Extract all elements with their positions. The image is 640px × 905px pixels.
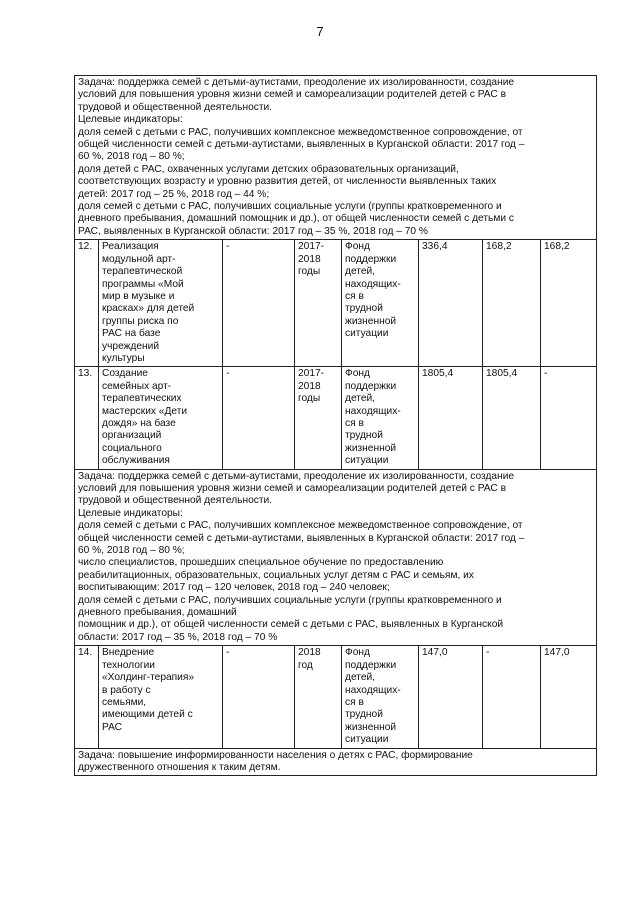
task-line: 60 %, 2018 год – 80 %; — [78, 545, 185, 557]
task-line: Задача: поддержка семей с детьми-аутистами, преодоление их изолированности, создание — [78, 470, 515, 482]
executor-cell: - — [223, 367, 295, 469]
task-line: доля семей с детьми с РАС, получивших социальные услуги (группы кратковременного и — [78, 201, 502, 213]
task-line: доля семей с детьми с РАС, получивших социальные услуги (группы кратковременного и — [78, 594, 502, 606]
funding-2018: 147,0 — [541, 646, 597, 748]
funding-total: 1805,4 — [419, 367, 483, 469]
row-number: 12. — [75, 240, 99, 367]
period-cell: 2017- 2018 годы — [295, 240, 342, 367]
table-row — [75, 240, 597, 367]
task-line: помощник и др.), от общей численности семей с детьми с РАС, выявленных в Курганской — [78, 619, 504, 631]
task-line: доля семей с детьми с РАС, получивших комплексное межведомственное сопровождение, от — [78, 520, 523, 532]
row-number: 14. — [75, 646, 99, 748]
period-cell: 2018 год — [295, 646, 342, 748]
task-line: число специалистов, прошедших специальное обучение по предоставлению — [78, 557, 444, 569]
task-line: Задача: повышение информированности населения о детях с РАС, формирование — [78, 749, 473, 761]
funding-total: 336,4 — [419, 240, 483, 367]
task-row — [75, 748, 597, 776]
task-line: 60 %, 2018 год – 80 %; — [78, 151, 185, 163]
activity-name: Создание семейных арт- терапевтических мастерских «Дети дождя» на базе организаций социального обслуживания — [99, 367, 223, 469]
funding-2018: 168,2 — [541, 240, 597, 367]
task-block — [75, 76, 597, 240]
task-row — [75, 76, 597, 240]
funding-2017: 1805,4 — [483, 367, 541, 469]
executor-cell: - — [223, 646, 295, 748]
task-line: области: 2017 год – 35 %, 2018 год – 70 % — [78, 631, 278, 643]
task-line: условий для повышения уровня жизни семей и самореализации родителей детей с РАС в — [78, 89, 506, 101]
task-line: Целевые индикаторы: — [78, 114, 183, 126]
funding-source: Фонд поддержки детей, находящих- ся в трудной жизненной ситуации — [342, 240, 419, 367]
table-row — [75, 367, 597, 469]
task-line: дневного пребывания, домашний помощник и др.), от общей численности семей с детьми с — [78, 213, 514, 225]
task-row — [75, 469, 597, 646]
page-number: 7 — [316, 24, 324, 39]
executor-cell: - — [223, 240, 295, 367]
activity-name: Реализация модульной арт- терапевтической программы «Мой мир в музыке и красках» для детей группы риска по РАС на базе учреждений культуры — [99, 240, 223, 367]
task-line: воспитывающим: 2017 год – 120 человек, 2018 год – 240 человек; — [78, 582, 390, 594]
funding-2018: - — [541, 367, 597, 469]
task-line: общей численности семей с детьми-аутистами, выявленных в Курганской области: 2017 год – — [78, 139, 525, 151]
funding-2017: - — [483, 646, 541, 748]
task-line: Задача: поддержка семей с детьми-аутистами, преодоление их изолированности, создание — [78, 77, 515, 88]
task-line: детей: 2017 год – 25 %, 2018 год – 44 %; — [78, 188, 270, 200]
row-number: 13. — [75, 367, 99, 469]
task-line: условий для повышения уровня жизни семей и самореализации родителей детей с РАС в — [78, 483, 506, 494]
task-line: трудовой и общественной деятельности. — [78, 101, 273, 113]
task-block — [75, 469, 597, 646]
funding-source: Фонд поддержки детей, находящих- ся в трудной жизненной ситуации — [342, 646, 419, 748]
task-line: дневного пребывания, домашний — [78, 607, 237, 619]
task-line: реабилитационных, образовательных, социальных услуг детям с РАС и семьям, их — [78, 569, 474, 581]
task-line: Целевые индикаторы: — [78, 507, 183, 519]
task-line: РАС, выявленных в Курганской области: 2017 год – 35 %, 2018 год – 70 % — [78, 225, 428, 237]
task-line: трудовой и общественной деятельности. — [78, 495, 273, 507]
funding-2017: 168,2 — [483, 240, 541, 367]
task-line: дружественного отношения к таким детям. — [78, 761, 281, 773]
funding-total: 147,0 — [419, 646, 483, 748]
task-line: общей численности семей с детьми-аутистами, выявленных в Курганской области: 2017 год – — [78, 532, 525, 544]
activity-name: Внедрение технологии «Холдинг-терапия» в работу с семьями, имеющими детей с РАС — [99, 646, 223, 748]
funding-source: Фонд поддержки детей, находящих- ся в трудной жизненной ситуации — [342, 367, 419, 469]
task-block — [75, 748, 597, 776]
table-row — [75, 646, 597, 748]
program-table — [74, 75, 597, 776]
period-cell: 2017- 2018 годы — [295, 367, 342, 469]
task-line: доля семей с детьми с РАС, получивших комплексное межведомственное сопровождение, от — [78, 126, 523, 138]
task-line: соответствующих возрасту и уровню развития детей, от численности выявленных таких — [78, 176, 497, 188]
task-line: доля детей с РАС, охваченных услугами детских образовательных организаций, — [78, 163, 459, 175]
